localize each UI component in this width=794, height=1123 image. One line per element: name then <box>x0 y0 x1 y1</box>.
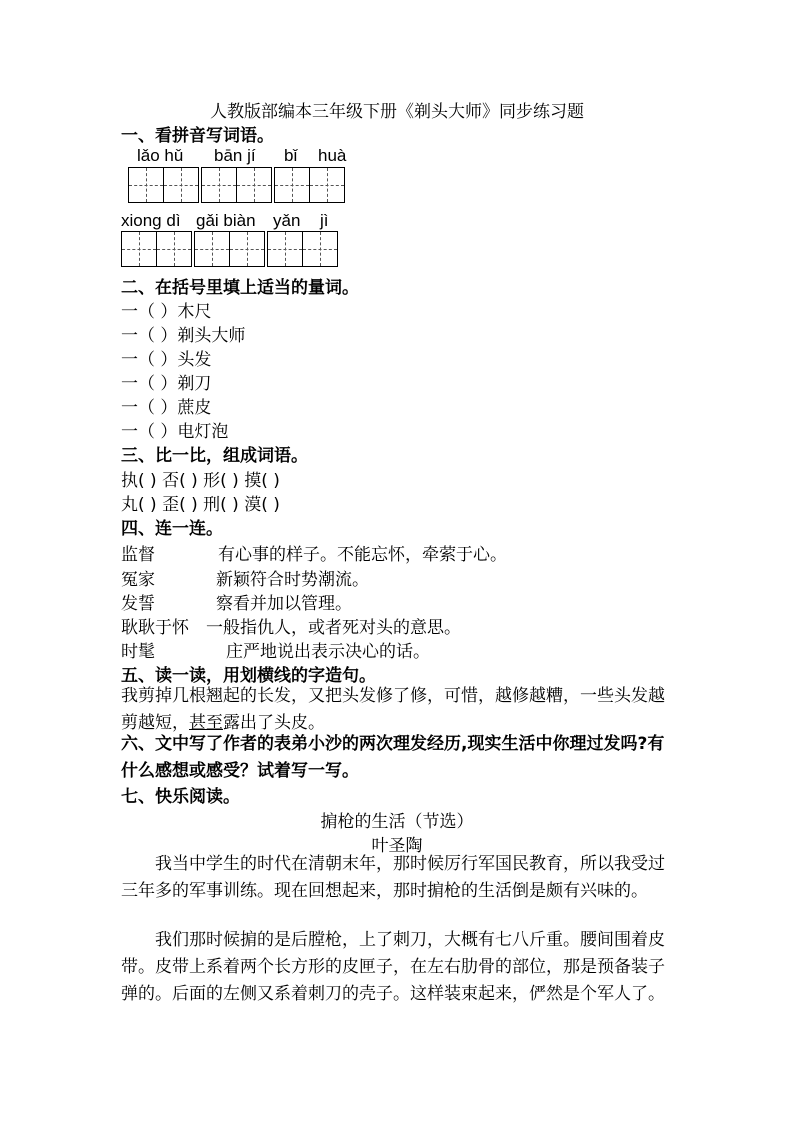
section-7-heading: 七、快乐阅读。 <box>121 787 240 807</box>
grid-cell[interactable] <box>302 231 338 267</box>
pinyin-5: xiong dì <box>121 211 181 230</box>
writing-grid-row-2[interactable] <box>121 231 336 267</box>
compare-row-1: 执( ) 否( ) 形( ) 摸( ) <box>121 471 280 491</box>
pinyin-8: jì <box>320 211 329 230</box>
measure-word-item: 一（ ）蔗皮 <box>121 398 212 418</box>
pinyin-6: gǎi biàn <box>196 211 256 230</box>
section-3-heading: 三、比一比，组成词语。 <box>121 446 308 466</box>
grid-cell[interactable] <box>128 167 164 203</box>
measure-word-item: 一（ ）电灯泡 <box>121 422 229 442</box>
grid-cell[interactable] <box>121 231 157 267</box>
measure-word-item: 一（ ）头发 <box>121 350 212 370</box>
grid-cell[interactable] <box>163 167 199 203</box>
match-right-item[interactable]: 庄严地说出表示决心的话。 <box>226 642 430 662</box>
match-left-item[interactable]: 耿耿于怀 <box>121 618 189 638</box>
match-right-item[interactable]: 新颖符合时势潮流。 <box>216 570 369 590</box>
match-right-item[interactable]: 察看并加以管理。 <box>216 594 352 614</box>
match-left-item[interactable]: 时髦 <box>121 642 155 662</box>
section-6-heading: 六、文中写了作者的表弟小沙的两次理发经历,现实生活中你理过发吗?有什么感想或感受？试着写一写。 <box>121 734 665 781</box>
grid-cell[interactable] <box>201 167 237 203</box>
grid-cell[interactable] <box>156 231 192 267</box>
measure-word-item: 一（ ）剃头大师 <box>121 326 246 346</box>
page-title: 人教版部编本三年级下册《剃头大师》同步练习题 <box>210 102 584 122</box>
grid-cell[interactable] <box>229 231 265 267</box>
sentence-text: 露出了头皮。 <box>223 713 325 733</box>
section-4-heading: 四、连一连。 <box>121 519 223 539</box>
pinyin-4: huà <box>318 146 347 165</box>
grid-cell[interactable] <box>194 231 230 267</box>
measure-word-item: 一（ ）剃刀 <box>121 374 212 394</box>
underlined-word: 甚至 <box>189 713 223 733</box>
grid-cell[interactable] <box>309 167 345 203</box>
pinyin-2: bān jí <box>214 146 256 165</box>
grid-cell[interactable] <box>274 167 310 203</box>
pinyin-7: yǎn <box>273 211 301 230</box>
section-2-heading: 二、在括号里填上适当的量词。 <box>121 278 359 298</box>
sentence-text: 我剪掉几根翘起的长发，又把头发修了修，可惜，越修越糟，一些头发越剪越短， <box>121 686 665 733</box>
grid-cell[interactable] <box>267 231 303 267</box>
compare-row-2: 丸( ) 歪( ) 刑( ) 漠( ) <box>121 495 280 515</box>
measure-word-item: 一（ ）木尺 <box>121 302 212 322</box>
match-left-item[interactable]: 监督 <box>121 545 155 565</box>
match-right-item[interactable]: 一般指仇人，或者死对头的意思。 <box>206 618 461 638</box>
writing-grid-row-1[interactable] <box>128 167 343 203</box>
pinyin-3: bǐ <box>284 146 298 165</box>
match-right-item[interactable]: 有心事的样子。不能忘怀，牵萦于心。 <box>218 545 507 565</box>
article-paragraph-1: 我当中学生的时代在清朝末年，那时候厉行军国民教育，所以我受过三年多的军事训练。现在回想起来，那时掮枪的生活倒是颇有兴味的。 <box>121 854 665 901</box>
pinyin-1: lǎo hǔ <box>137 146 184 165</box>
article-paragraph-2: 我们那时候掮的是后膛枪，上了刺刀，大概有七八斤重。腰间围着皮带。皮带上系着两个长方形的皮匣子，在左右肋骨的部位，那是预备装子弹的。后面的左侧又系着刺刀的壳子。这样装束起来，俨然是个军人了。 <box>121 930 665 1004</box>
match-left-item[interactable]: 发誓 <box>121 594 155 614</box>
article-title: 掮枪的生活（节选） <box>320 812 474 832</box>
sentence-passage <box>121 683 681 737</box>
match-left-item[interactable]: 冤家 <box>121 570 155 590</box>
section-5-heading: 五、读一读，用划横线的字造句。 <box>121 666 376 686</box>
grid-cell[interactable] <box>236 167 272 203</box>
article-author: 叶圣陶 <box>371 836 423 856</box>
section-1-heading: 一、看拼音写词语。 <box>121 126 274 146</box>
